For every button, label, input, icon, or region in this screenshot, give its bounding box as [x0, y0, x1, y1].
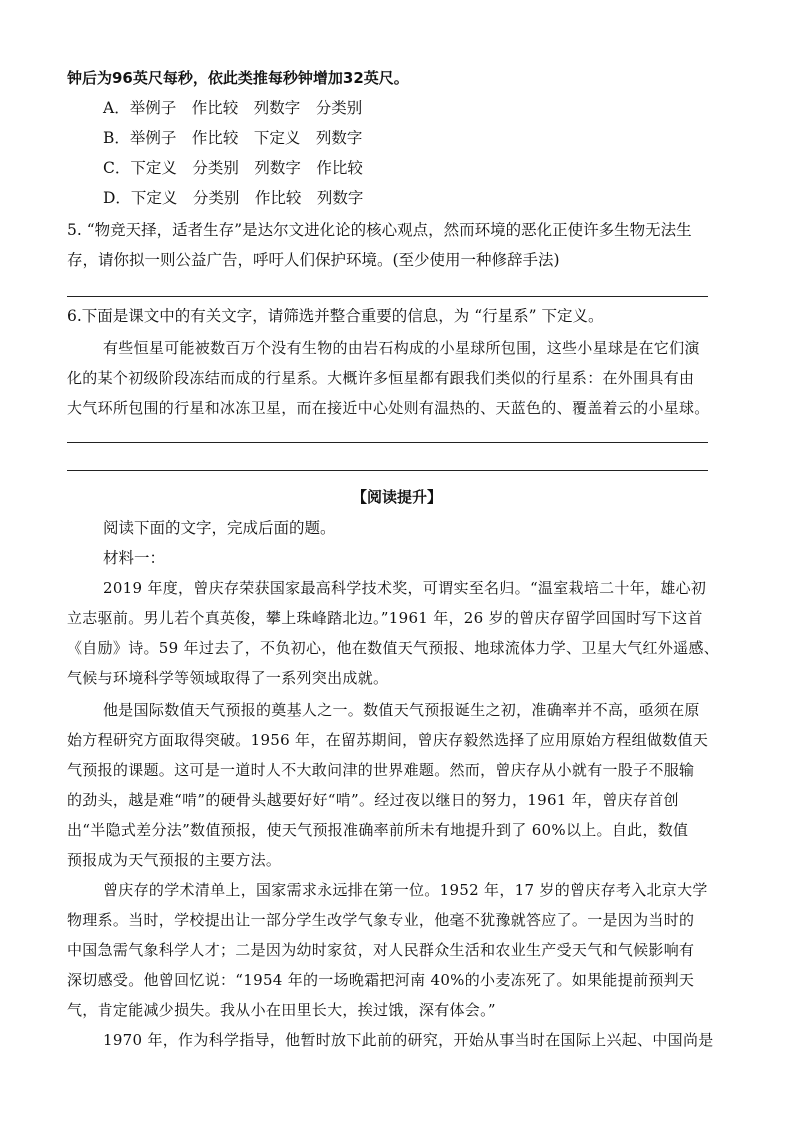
material-p2-line-6: 预报成为天气预报的主要方法。 — [67, 851, 282, 869]
q6-passage-line-1: 有些恒星可能被数百万个没有生物的由岩石构成的小星球所包围，这些小星球是在它们演 — [103, 339, 700, 357]
material-p1-line-1: 2019 年度，曾庆存荣获国家最高科学技术奖，可谓实至名归。“温室栽培二十年，雄心初 — [103, 579, 707, 597]
question-5-line-1: 5. “物竞天择，适者生存”是达尔文进化论的核心观点，然而环境的恶化正使许多生物无法生 — [67, 221, 692, 239]
option-c: C．下定义 分类别 列数字 作比较 — [103, 159, 363, 177]
q6-passage-line-2: 化的某个初级阶段冻结而成的行星系。大概许多恒星都有跟我们类似的行星系：在外围具有由 — [67, 369, 695, 387]
section-title: 【阅读提升】 — [351, 488, 442, 506]
material-p3-line-1: 曾庆存的学术清单上，国家需求永远排在第一位。1952 年，17 岁的曾庆存考入北京大学 — [103, 881, 708, 899]
carryover-line: 钟后为96英尺每秒，依此类推每秒钟增加32英尺。 — [67, 69, 409, 87]
material-p1-line-4: 气候与环境科学等领域取得了一系列突出成就。 — [67, 669, 389, 687]
material-p2-line-2: 始方程研究方面取得突破。1956 年，在留苏期间，曾庆存毅然选择了应用原始方程组做数值天 — [67, 731, 709, 749]
material-p2-line-3: 气预报的课题。这可是一道时人不大敢问津的世界难题。然而，曾庆存从小就有一股子不服输 — [67, 761, 695, 779]
material-p3-line-4: 深切感受。他曾回忆说：“1954 年的一场晚霜把河南 40%的小麦冻死了。如果能提前预判天 — [67, 971, 695, 989]
material-p2-line-4: 的劲头，越是难“啃”的硬骨头越要好好“啃”。经过夜以继日的努力，1961 年，曾庆存首创 — [67, 791, 679, 809]
answer-line-q5 — [67, 296, 708, 297]
material-p1-line-2: 立志驱前。男儿若个真英俊，攀上珠峰踏北边。”1961 年，26 岁的曾庆存留学回国时写下这首 — [67, 609, 703, 627]
material-p1-line-3: 《自励》诗。59 年过去了，不负初心，他在数值天气预报、地球流体力学、卫星大气红外遥感、 — [67, 639, 720, 657]
answer-line-q6-2 — [67, 470, 708, 471]
option-b: B．举例子 作比较 下定义 列数字 — [103, 129, 363, 147]
answer-line-q6-1 — [67, 442, 708, 443]
material-p3-line-5: 气，肯定能减少损失。我从小在田里长大，挨过饿，深有体会。” — [67, 1001, 496, 1019]
material-p3-line-2: 物理系。当时，学校提出让一部分学生改学气象专业，他毫不犹豫就答应了。一是因为当时的 — [67, 911, 695, 929]
question-6-prompt: 6.下面是课文中的有关文字，请筛选并整合重要的信息，为 “行星系” 下定义。 — [67, 307, 604, 325]
material-p4-line-1: 1970 年，作为科学指导，他暂时放下此前的研究，开始从事当时在国际上兴起、中国尚是 — [103, 1031, 714, 1049]
material-p2-line-1: 他是国际数值天气预报的奠基人之一。数值天气预报诞生之初，准确率并不高，亟须在原 — [103, 701, 700, 719]
material-label: 材料一： — [103, 549, 166, 567]
material-p2-line-5: 出“半隐式差分法”数值预报，使天气预报准确率前所未有地提升到了 60%以上。自此，数值 — [67, 821, 689, 839]
question-5-line-2: 存，请你拟一则公益广告，呼吁人们保护环境。(至少使用一种修辞手法) — [67, 251, 560, 269]
reading-instruction: 阅读下面的文字，完成后面的题。 — [103, 519, 336, 537]
option-d: D．下定义 分类别 作比较 列数字 — [103, 189, 364, 207]
option-a: A．举例子 作比较 列数字 分类别 — [103, 99, 363, 117]
material-p3-line-3: 中国急需气象科学人才；二是因为幼时家贫，对人民群众生活和农业生产受天气和气候影响有 — [67, 941, 695, 959]
q6-passage-line-3: 大气环所包围的行星和冰冻卫星，而在接近中心处则有温热的、天蓝色的、覆盖着云的小星球。 — [67, 399, 710, 417]
